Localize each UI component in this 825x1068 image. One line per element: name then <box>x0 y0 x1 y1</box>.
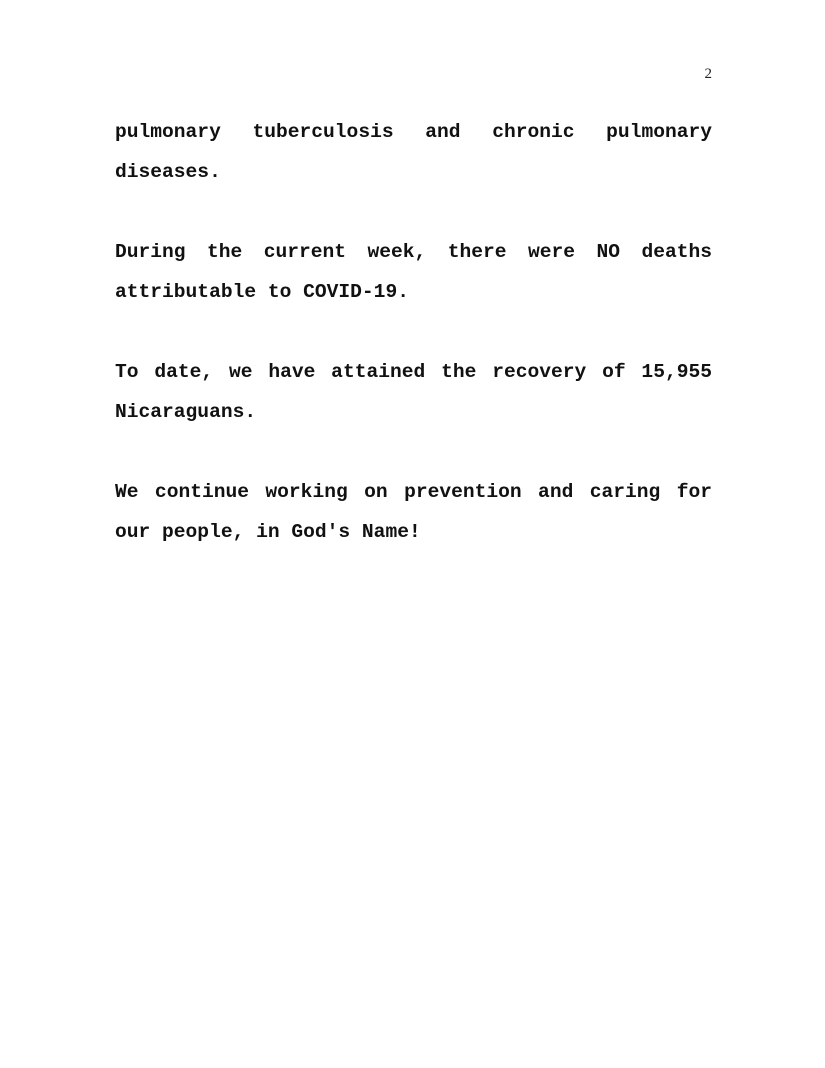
document-body <box>115 112 712 592</box>
paragraph-tuberculosis: pulmonary tuberculosis and chronic pulmonary diseases. <box>115 121 712 183</box>
page-number: 2 <box>704 66 712 82</box>
paragraph-prevention: We continue working on prevention and caring for our people, in God's Name! <box>115 481 712 543</box>
paragraph-deaths: During the current week, there were NO deaths attributable to COVID-19. <box>115 241 712 303</box>
paragraph-recovery: To date, we have attained the recovery of 15,955 Nicaraguans. <box>115 361 712 423</box>
